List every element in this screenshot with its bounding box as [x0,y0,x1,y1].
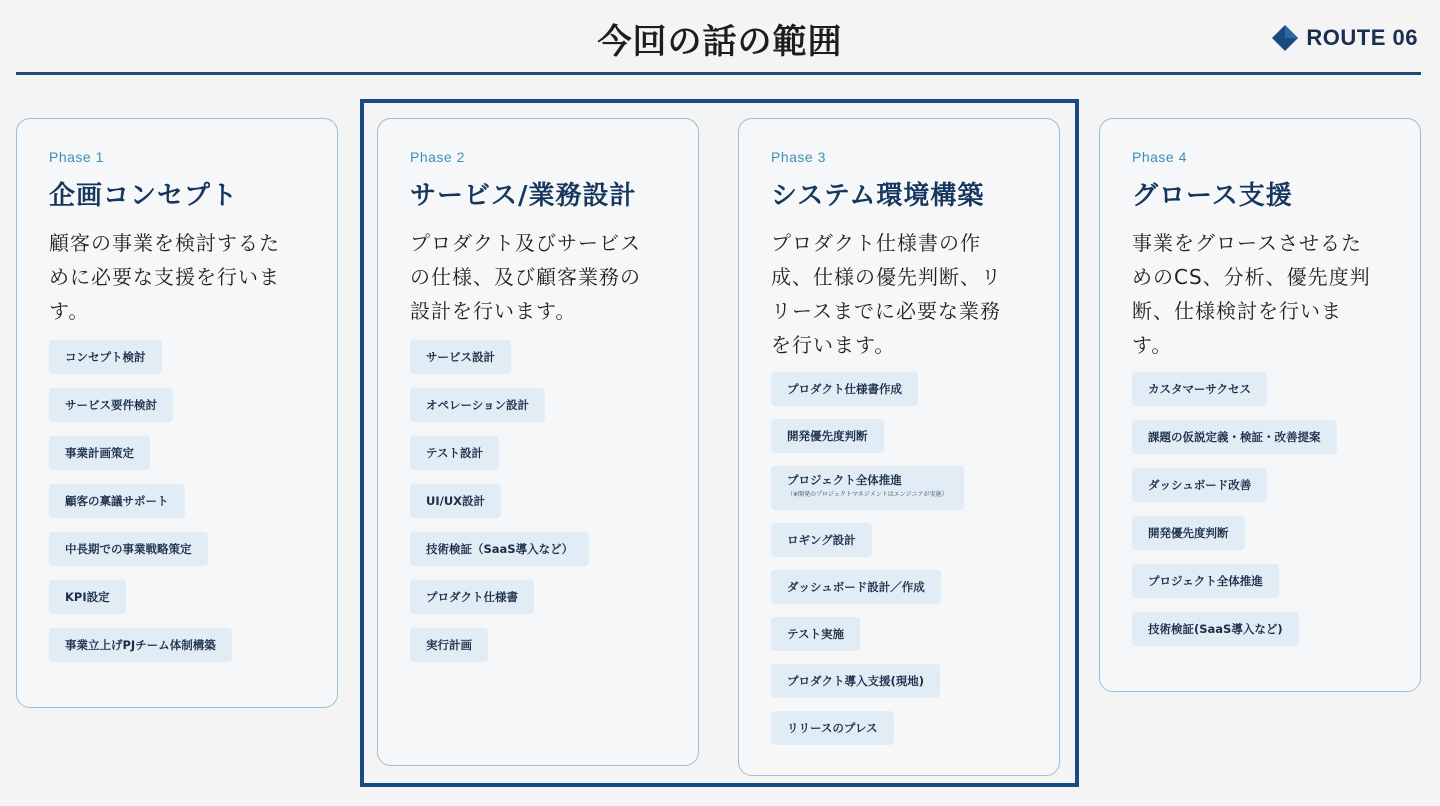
task-tag: プロダクト仕様書作成 [771,372,918,406]
phase-card-1 [16,118,338,708]
task-tag: リリースのプレス [771,711,894,745]
brand-diamond-icon [1271,24,1299,52]
phase-heading: グロース支援 [1132,181,1293,211]
task-tag: コンセプト検討 [49,340,162,374]
task-tag: ロギング設計 [771,523,872,557]
task-tag: テスト実施 [771,617,860,651]
tag-list [1132,372,1420,646]
task-tag: プロダクト導入支援(現地) [771,664,940,698]
task-tag: プロジェクト全体推進 [1132,564,1279,598]
task-tag: 事業立上げPJチーム体制構築 [49,628,232,662]
task-tag: 開発優先度判断 [1132,516,1245,550]
phase-label: Phase 3 [771,149,826,165]
task-tag: テスト設計 [410,436,499,470]
task-tag: カスタマーサクセス [1132,372,1267,406]
task-tag: 中長期での事業戦略策定 [49,532,208,566]
task-tag: KPI設定 [49,580,126,614]
task-tag: 開発優先度判断 [771,419,884,453]
task-tag: 課題の仮説定義・検証・改善提案 [1132,420,1337,454]
tag-list [410,340,698,662]
task-tag: サービス要件検討 [49,388,173,422]
phase-label: Phase 1 [49,149,104,165]
phase-heading: システム環境構築 [771,181,985,211]
phase-card-3 [738,118,1060,776]
phase-description: 顧客の事業を検討するために必要な支援を行います。 [49,231,280,323]
task-tag: 技術検証(SaaS導入など) [1132,612,1299,646]
tag-list [771,372,1059,745]
phase-description: プロダクト及びサービスの仕様、及び顧客業務の設計を行います。 [410,231,641,323]
task-tag: 事業計画策定 [49,436,150,470]
brand-name: ROUTE 06 [1306,25,1418,50]
page-title: 今回の話の範囲 [597,22,843,62]
phase-label: Phase 4 [1132,149,1187,165]
phase-heading: サービス/業務設計 [410,181,637,211]
phase-card-2 [377,118,699,766]
phase-description: 事業をグロースさせるためのCS、分析、優先度判断、仕様検討を行います。 [1132,231,1371,357]
phase-heading: 企画コンセプト [49,181,239,211]
task-tag: 技術検証（SaaS導入など） [410,532,589,566]
task-tag: 顧客の稟議サポート [49,484,185,518]
task-tag: ダッシュボード設計／作成 [771,570,941,604]
task-tag: サービス設計 [410,340,511,374]
task-tag: UI/UX設計 [410,484,501,518]
task-tag: ダッシュボード改善 [1132,468,1267,502]
phase-card-4 [1099,118,1421,692]
phase-description: プロダクト仕様書の作成、仕様の優先判断、リリースまでに必要な業務を行います。 [771,231,1002,357]
task-tag: 実行計画 [410,628,488,662]
task-tag: プロダクト仕様書 [410,580,534,614]
phase-label: Phase 2 [410,149,465,165]
task-tag-label: プロジェクト全体推進 [787,473,902,487]
tag-list [49,340,337,662]
task-tag: オペレーション設計 [410,388,545,422]
brand-logo [1271,24,1418,52]
task-tag-with-note [771,466,964,510]
header-divider [16,72,1421,75]
task-tag-note: （※開発のプロジェクトマネジメントはエンジニアが実施） [787,491,948,498]
